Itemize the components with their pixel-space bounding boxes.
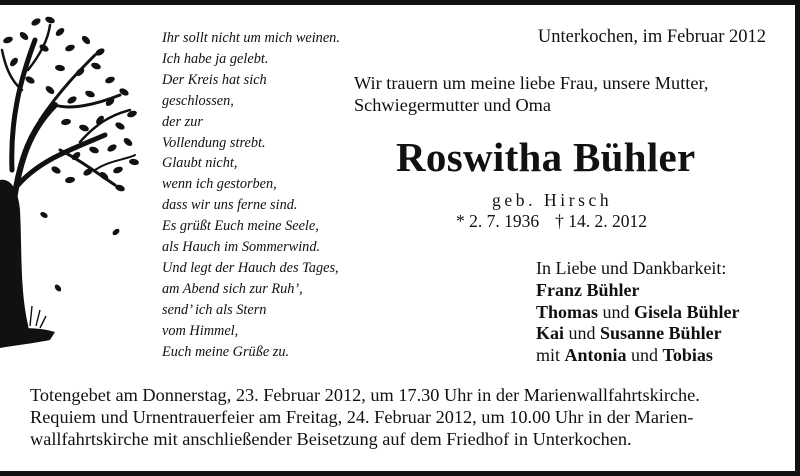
poem-line: Der Kreis hat sich bbox=[162, 71, 267, 88]
mourner-name: Kai bbox=[536, 323, 565, 343]
place-date: Unterkochen, im Februar 2012 bbox=[537, 27, 766, 47]
poem-line: als Hauch im Sommerwind. bbox=[162, 239, 321, 256]
poem-line: am Abend sich zur Ruh’, bbox=[162, 280, 303, 297]
poem-line: Euch meine Grüße zu. bbox=[162, 343, 290, 360]
conjunction: und bbox=[631, 344, 659, 365]
life-dates bbox=[456, 211, 647, 232]
poem-line: Ihr sollt nicht um mich weinen. bbox=[162, 30, 340, 46]
death-date: † 14. 2. 2012 bbox=[555, 211, 647, 231]
mourner-name: Franz Bühler bbox=[536, 280, 640, 300]
poem-line: Glaubt nicht, bbox=[162, 155, 238, 172]
mourner-name: Antonia bbox=[564, 344, 627, 365]
poem-line: Vollendung strebt. bbox=[162, 134, 266, 151]
mourner-line bbox=[536, 302, 740, 324]
poem-line: dass wir uns ferne sind. bbox=[162, 197, 298, 214]
poem-line: Ich habe ja gelebt. bbox=[162, 50, 269, 67]
mourner-line bbox=[536, 345, 740, 367]
poem-line: Es grüßt Euch meine Seele, bbox=[162, 218, 319, 235]
conjunction: mit bbox=[536, 344, 561, 365]
service-line: Requiem und Urnentrauerfeier am Freitag, 24. Februar 2012, um 10.00 Uhr in der Marien- bbox=[30, 406, 694, 427]
deceased-name: Roswitha Bühler bbox=[396, 134, 696, 180]
poem-line: Und legt der Hauch des Tages, bbox=[162, 259, 339, 276]
mourning-statement bbox=[354, 72, 708, 116]
conjunction: und bbox=[602, 301, 630, 322]
maiden-name: geb. Hirsch bbox=[492, 190, 613, 210]
mourner-line bbox=[536, 323, 740, 345]
birth-date: * 2. 7. 1936 bbox=[456, 211, 540, 231]
service-details bbox=[30, 385, 700, 450]
poem-line: der zur bbox=[162, 113, 203, 130]
mourner-name: Susanne Bühler bbox=[600, 323, 722, 343]
poem-line: vom Himmel, bbox=[162, 322, 239, 339]
mourner-name: Tobias bbox=[662, 344, 713, 365]
mourning-line: Schwiegermutter und Oma bbox=[354, 95, 551, 115]
tree-illustration-icon bbox=[0, 10, 145, 360]
conjunction: und bbox=[568, 323, 596, 343]
service-line: wallfahrtskirche mit anschließender Beisetzung auf dem Friedhof in Unterkochen. bbox=[30, 428, 632, 449]
service-line: Totengebet am Donnerstag, 23. Februar 2012, um 17.30 Uhr in der Marienwallfahrtskirche. bbox=[30, 385, 700, 405]
poem-line: wenn ich gestorben, bbox=[162, 176, 277, 193]
poem-line: geschlossen, bbox=[162, 92, 234, 109]
mourner-name: Thomas bbox=[536, 301, 599, 322]
mourning-line: Wir trauern um meine liebe Frau, unsere Mutter, bbox=[354, 73, 709, 93]
mourners-intro: In Liebe und Dankbarkeit: bbox=[536, 258, 727, 278]
poem-line: send’ ich als Stern bbox=[162, 301, 267, 318]
mourner-name: Gisela Bühler bbox=[634, 301, 740, 322]
mourners-list bbox=[536, 280, 740, 366]
mourner-line bbox=[536, 280, 740, 302]
